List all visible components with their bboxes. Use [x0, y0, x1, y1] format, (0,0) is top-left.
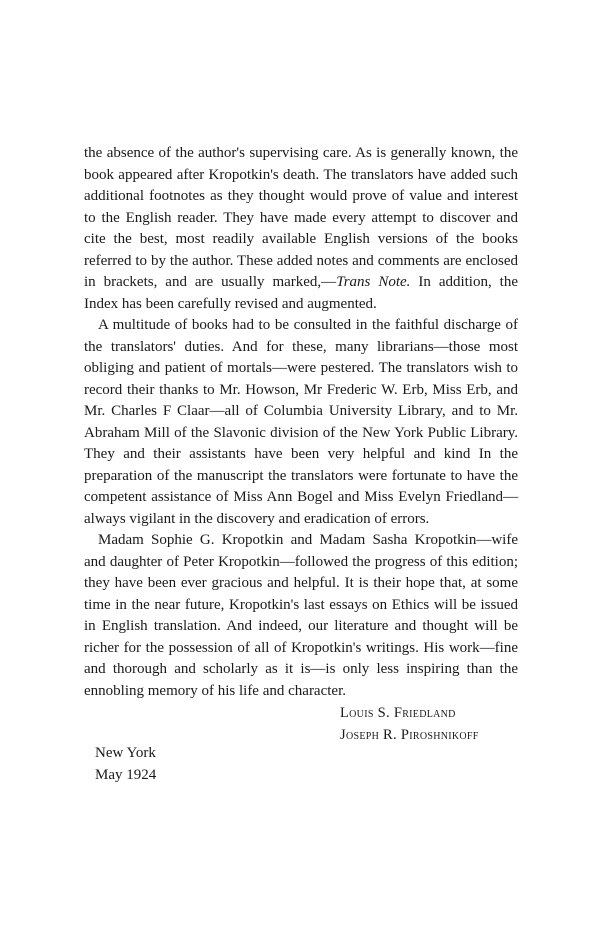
place-line: New York	[95, 745, 156, 761]
paragraph-1	[84, 143, 518, 315]
signature-piroshnikoff: Joseph R. Piroshnikoff	[340, 726, 479, 743]
paragraph-2: A multitude of books had to be consulted in the faithful discharge of the translators' duties. And for these, many librarians—those most obliging and patient of mortals—were pestered. The translators wish to record their thanks to Mr. Howson, Mr Frederic W. Erb, Miss Erb, and Mr. Charles F Claar—all of Columbia University Library, and to Mr. Abraham Mill of the Slavonic division of the New York Public Library. They and their assistants have been very helpful and kind In the preparation of the manuscript the translators were fortunate to have the competent assistance of Miss Ann Bogel and Miss Evelyn Friedland—always vigilant in the discovery and eradication of errors.	[84, 317, 518, 527]
preface-text	[84, 143, 518, 702]
paragraph-3: Madam Sophie G. Kropotkin and Madam Sasha Kropotkin—wife and daughter of Peter Kropotkin—followed the progress of this edition; they have been ever gracious and helpful. It is their hope that, at some time in the near future, Kropotkin's last essays on Ethics will be issued in English translation. And indeed, our literature and thought will be richer for the possession of all of Kropotkin's writings. His work—fine and thorough and scholarly as it is—is only less inspiring than the ennobling memory of his life and character.	[84, 532, 518, 699]
signature-block	[340, 703, 479, 746]
trans-note-label: Trans Note.	[336, 274, 411, 290]
paragraph-1-text: the absence of the author's supervising care. As is generally known, the book appeared after Kropotkin's death. The translators have added such additional footnotes as they thought would prove of value and interest to the English reader. They have made every attempt to discover and cite the best, most readily available English versions of the books referred to by the author. These added notes and comments are enclosed in brackets, and are usually marked,—	[84, 145, 518, 290]
date-line: May 1924	[95, 767, 157, 783]
paragraph-1-tail: In addition, the Index has been carefully revised and augmented.	[84, 274, 519, 312]
place-date-block	[95, 742, 156, 786]
signature-friedland: Louis S. Friedland	[340, 705, 456, 721]
